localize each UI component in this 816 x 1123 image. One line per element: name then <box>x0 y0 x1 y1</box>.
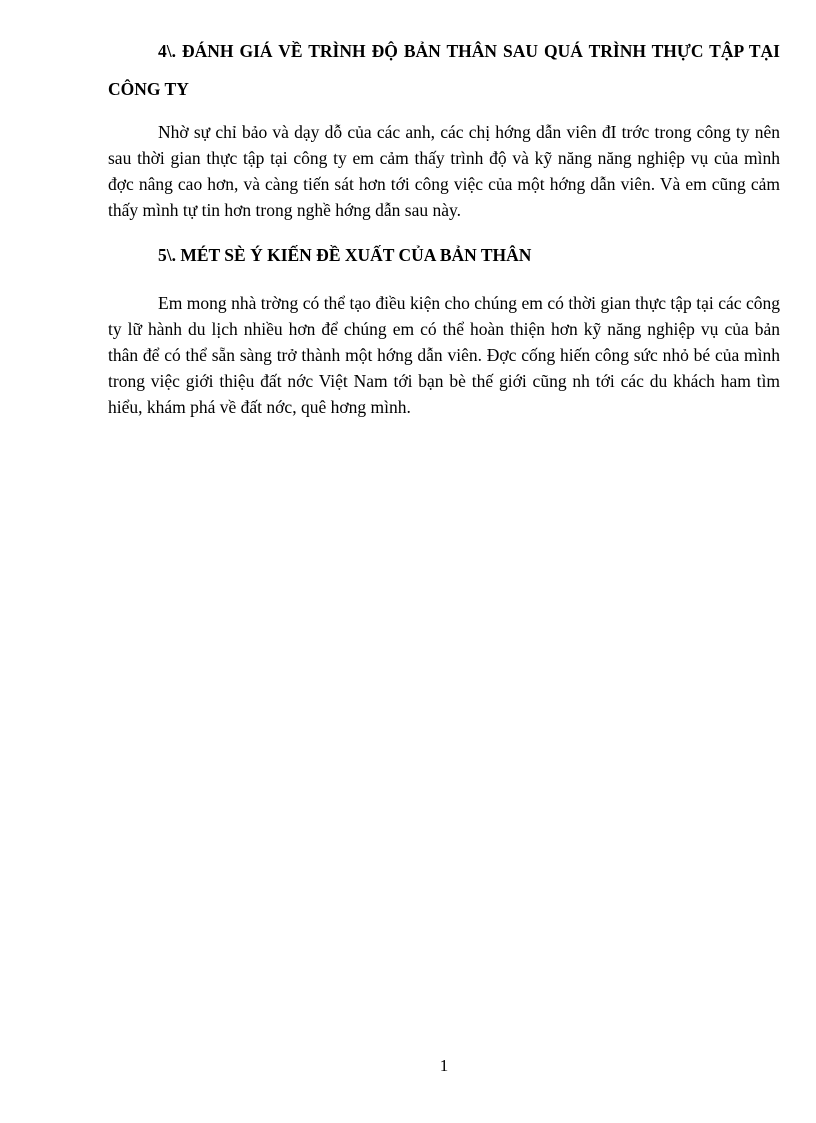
section-4-paragraph: Nhờ sự chỉ bảo và dạy dỗ của các anh, các chị hớng dẫn viên đI trớc trong công ty nên sau thời gian thực tập tại công ty em cảm thấy trình độ và kỹ năng năng nghiệp vụ của mình đợc nâng cao hơn, và càng tiến sát hơn tới công việc của một hớng dẫn viên. Và em cũng cảm thấy mình tự tin hơn trong nghề hớng dẫn sau này. <box>108 122 780 220</box>
section-5-heading: 5\. MÉT SÈ Ý KIẾN ĐỀ XUẤT CỦA BẢN THÂN <box>158 245 532 265</box>
page-number: 1 <box>439 1056 449 1075</box>
section-4-heading: 4\. ĐÁNH GIÁ VỀ TRÌNH ĐỘ BẢN THÂN SAU QUÁ TRÌNH THỰC TẬP TẠI CÔNG TY <box>108 41 780 99</box>
section-5-paragraph: Em mong nhà trờng có thể tạo điều kiện cho chúng em có thời gian thực tập tại các công ty lữ hành du lịch nhiều hơn để chúng em có thể hoàn thiện hơn kỹ năng nghiệp vụ của bản thân để có thể sẵn sàng trở thành một hớng dẫn viên. Đợc cống hiến công sức nhỏ bé của mình trong việc giới thiệu đất nớc Việt Nam tới bạn bè thế giới cũng nh tới các du khách ham tìm hiểu, khám phá về đất nớc, quê hơng mình. <box>108 293 780 417</box>
